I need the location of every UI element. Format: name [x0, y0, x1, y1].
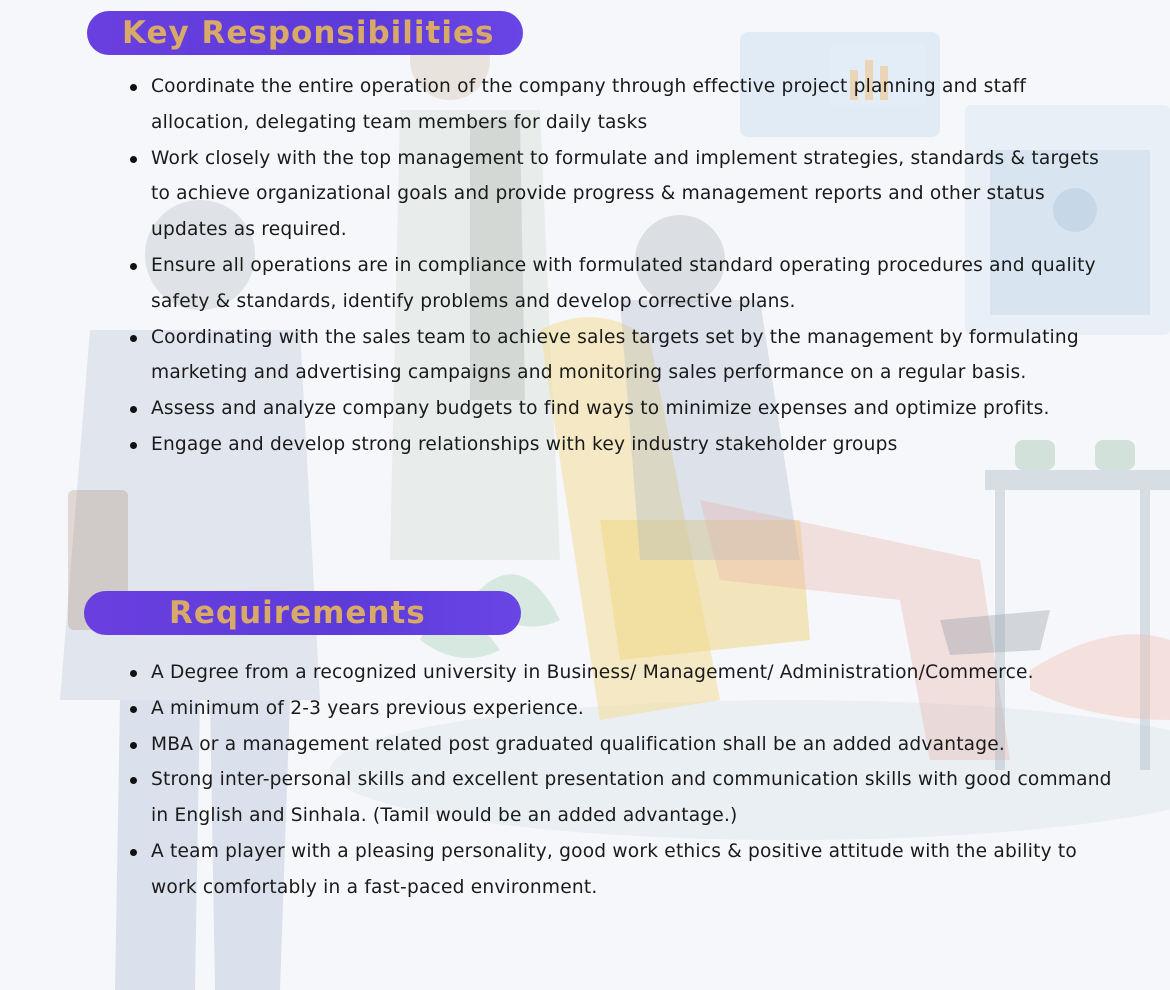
list-item: Engage and develop strong relationships with key industry stakeholder groups	[130, 427, 1120, 463]
requirements-header	[84, 591, 521, 635]
list-item: Strong inter-personal skills and excellent presentation and communication skills with good command in English and Sinhala. (Tamil would be an added advantage.)	[130, 762, 1120, 834]
key-responsibilities-header	[87, 11, 523, 55]
list-item: Work closely with the top management to formulate and implement strategies, standards & targets to achieve organizational goals and provide progress & management reports and other status updates as required.	[130, 141, 1120, 248]
requirements-list	[130, 655, 1120, 906]
requirements-title: Requirements	[169, 595, 426, 631]
list-item: Assess and analyze company budgets to find ways to minimize expenses and optimize profits.	[130, 391, 1120, 427]
list-item: Coordinate the entire operation of the company through effective project planning and staff allocation, delegating team members for daily tasks	[130, 69, 1120, 141]
list-item: Ensure all operations are in compliance with formulated standard operating procedures and quality safety & standards, identify problems and develop corrective plans.	[130, 248, 1120, 320]
key-responsibilities-title: Key Responsibilities	[122, 15, 495, 51]
list-item: A minimum of 2-3 years previous experience.	[130, 691, 1120, 727]
list-item: A team player with a pleasing personality, good work ethics & positive attitude with the ability to work comfortably in a fast-paced environment.	[130, 834, 1120, 906]
responsibilities-list	[130, 69, 1120, 463]
list-item: A Degree from a recognized university in Business/ Management/ Administration/Commerce.	[130, 655, 1120, 691]
list-item: Coordinating with the sales team to achieve sales targets set by the management by formulating marketing and advertising campaigns and monitoring sales performance on a regular basis.	[130, 320, 1120, 392]
list-item: MBA or a management related post graduated qualification shall be an added advantage.	[130, 727, 1120, 763]
